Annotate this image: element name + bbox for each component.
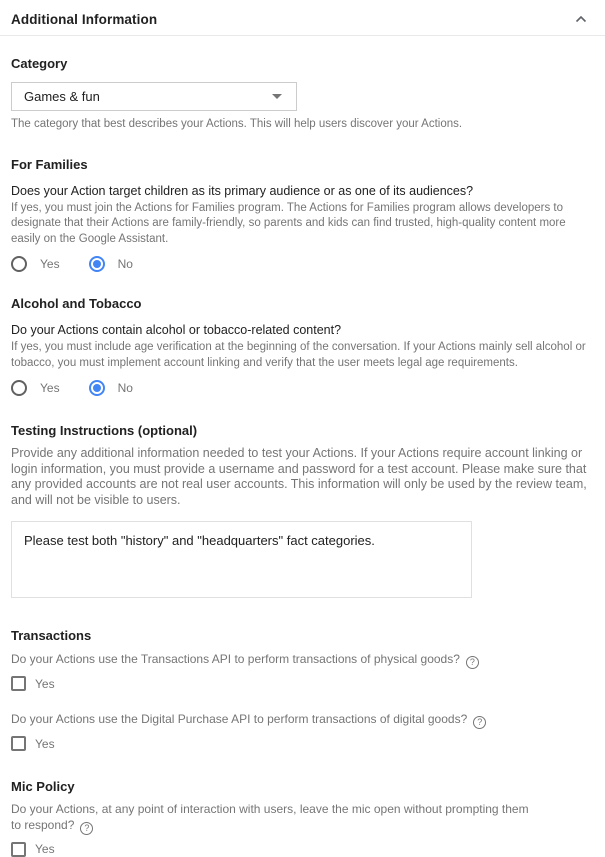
for-families-question: Does your Action target children as its primary audience or as one of its audiences? [11,183,474,198]
transactions-physical-checkbox[interactable] [11,676,26,691]
for-families-helper-text: If yes, you must join the Actions for Families program. The Actions for Families program allows developers to designate that their Actions are family-friendly, so parents and kids can find trusted, high-quality content more easily on the Google Assistant. [11,201,566,245]
alcohol-tobacco-heading: Alcohol and Tobacco [11,296,142,311]
checkbox-yes-label: Yes [35,736,55,751]
radio-unselected-icon [11,256,27,272]
alcohol-tobacco-question: Do your Actions contain alcohol or tobacco-related content? [11,323,342,337]
transactions-physical-question [11,652,594,669]
transactions-physical-question-text: Do your Actions use the Transactions API to perform transactions of physical goods? [11,652,460,666]
header-divider [0,35,605,36]
transactions-digital-question-text: Do your Actions use the Digital Purchase API to perform transactions of digital goods? [11,712,468,726]
collapse-section-button[interactable] [570,9,592,29]
dropdown-caret-icon [272,94,282,99]
category-select[interactable] [11,82,297,111]
mic-policy-question [11,802,539,835]
transactions-physical-checkbox-row [11,676,594,691]
for-families-radio-group [11,256,594,272]
mic-policy-checkbox[interactable] [11,842,26,857]
chevron-up-icon [575,15,587,23]
for-families-heading: For Families [11,156,88,172]
radio-selected-icon [89,380,105,396]
alcohol-tobacco-radio-yes[interactable] [11,380,60,396]
radio-yes-label: Yes [40,381,60,395]
transactions-digital-checkbox-row [11,736,594,751]
help-icon[interactable]: ? [473,716,486,729]
category-label: Category [11,56,68,71]
testing-instructions-textarea[interactable] [11,521,472,598]
alcohol-tobacco-radio-no[interactable] [89,380,133,396]
radio-selected-icon [89,256,105,272]
alcohol-tobacco-helper-text: If yes, you must include age verification at the beginning of the conversation. If your Actions mainly sell alcohol or tobacco, you must implement account linking and verify that the user meets legal age requirements. [11,341,586,369]
panel-header [11,9,594,29]
transactions-digital-checkbox[interactable] [11,736,26,751]
help-icon[interactable]: ? [80,822,93,835]
category-helper-text: The category that best describes your Actions. This will help users discover your Actions. [11,118,463,130]
help-icon[interactable]: ? [466,656,479,669]
testing-instructions-description: Provide any additional information needed to test your Actions. If your Actions require account linking or login information, you must provide a username and password for a test account. Please make sure that any provided accounts are not real user accounts. This information will only be used by the review team, and will not be visible to users. [11,446,587,507]
checkbox-yes-label: Yes [35,842,55,856]
radio-yes-label: Yes [40,257,60,271]
radio-no-label: No [117,381,133,395]
radio-unselected-icon [11,380,27,396]
testing-instructions-heading: Testing Instructions (optional) [11,423,198,438]
mic-policy-heading: Mic Policy [11,779,75,794]
for-families-radio-no[interactable] [89,256,133,272]
transactions-heading: Transactions [11,628,92,643]
mic-policy-question-text: Do your Actions, at any point of interaction with users, leave the mic open without prompting them to respond? [11,802,529,832]
checkbox-yes-label: Yes [35,676,55,691]
panel-title: Additional Information [11,11,158,27]
radio-no-label: No [117,257,133,271]
mic-policy-checkbox-row [11,842,594,857]
alcohol-tobacco-radio-group [11,380,594,396]
transactions-digital-question [11,712,594,729]
category-selected-value: Games & fun [24,89,100,104]
for-families-radio-yes[interactable] [11,256,60,272]
